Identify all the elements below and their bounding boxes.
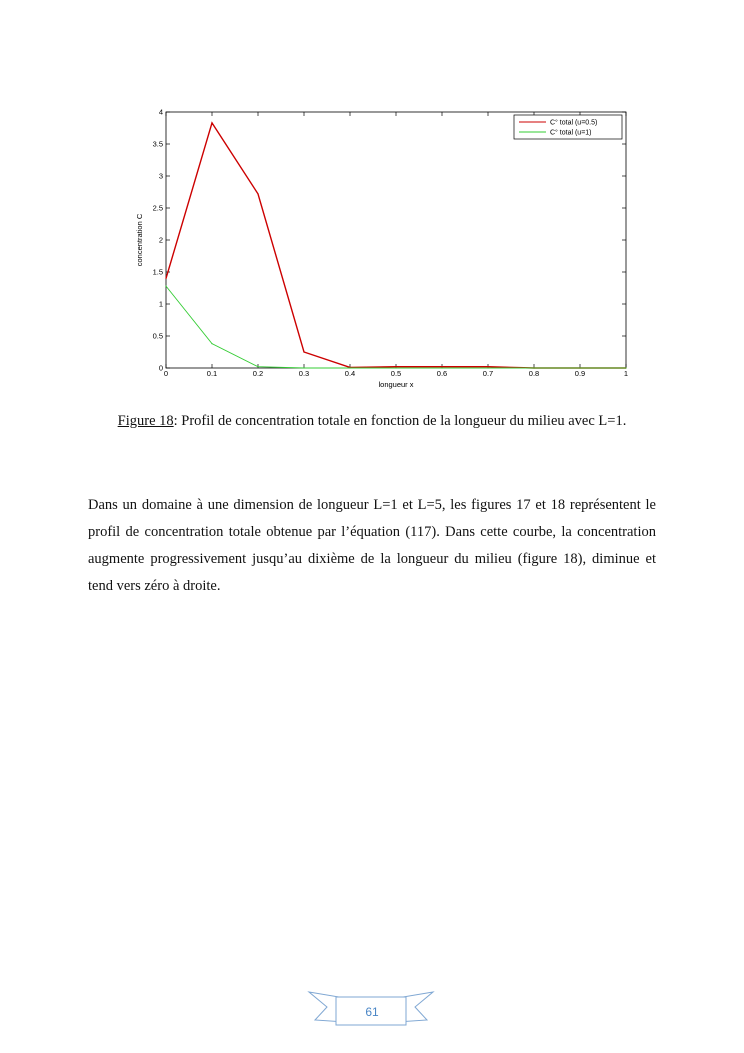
x-tick-label: 0.1	[206, 369, 218, 378]
series-1-point	[211, 122, 212, 123]
y-tick-label: 4	[158, 107, 163, 117]
series-2-point	[349, 367, 350, 368]
x-tick-label: 0.4	[344, 369, 356, 378]
y-axis-label: concentration C	[135, 213, 144, 267]
series-2-point	[257, 366, 258, 367]
series-1-point	[303, 351, 304, 352]
y-tick-label: 0.5	[152, 331, 163, 341]
y-tick-label: 2.5	[152, 203, 163, 213]
series-1-point	[395, 366, 396, 367]
series-1-point	[441, 366, 442, 367]
y-tick-label: 3	[158, 171, 163, 181]
series-2-point	[625, 367, 626, 368]
y-tick-label: 3.5	[152, 139, 163, 149]
series-2-point	[533, 367, 534, 368]
series-1-point	[257, 193, 258, 194]
x-tick-label: 0.5	[390, 369, 402, 378]
x-tick-label: 0.9	[574, 369, 586, 378]
y-tick-label: 0	[158, 363, 163, 373]
y-tick-label: 2	[158, 235, 163, 245]
y-tick-label: 1	[158, 299, 163, 309]
plot-frame	[166, 112, 626, 368]
series-2-point	[165, 285, 166, 286]
figure-caption-text: : Profil de concentration totale en fonction de la longueur du milieu avec L=1.	[173, 413, 627, 429]
x-tick-label: 0	[163, 369, 169, 378]
x-tick-label: 0.7	[482, 369, 494, 378]
x-tick-label: 0.2	[252, 369, 264, 378]
x-tick-label: 0.3	[298, 369, 310, 378]
legend-label-2: C° total (u=1)	[550, 129, 592, 137]
y-tick-label: 1.5	[152, 267, 163, 277]
series-2-point	[487, 367, 488, 368]
series-1-point	[165, 278, 166, 279]
figure-caption-label: Figure 18	[117, 413, 174, 429]
x-tick-label: 1	[623, 369, 629, 378]
x-tick-label: 0.6	[436, 369, 448, 378]
concentration-chart	[120, 100, 640, 400]
series-2-point	[441, 367, 442, 368]
x-tick-label: 0.8	[528, 369, 540, 378]
series-2-point	[395, 367, 396, 368]
figure-caption	[88, 413, 656, 430]
body-paragraph: Dans un domaine à une dimension de longueur L=1 et L=5, les figures 17 et 18 représentent le profil de concentration totale obtenue par l’équation (117). Dans cette courbe, la concentration augmente progressivement jusqu’au dixième de la longueur du milieu (figure 18), diminue et tend vers zéro à droite.	[88, 497, 656, 594]
page-number: 61	[365, 1005, 379, 1019]
legend-label-1: C° total (u=0.5)	[550, 119, 598, 127]
series-2-point	[211, 343, 212, 344]
series-2-point	[303, 367, 304, 368]
x-axis-label: longueur x	[378, 380, 414, 389]
series-2-point	[579, 367, 580, 368]
series-1-point	[487, 366, 488, 367]
